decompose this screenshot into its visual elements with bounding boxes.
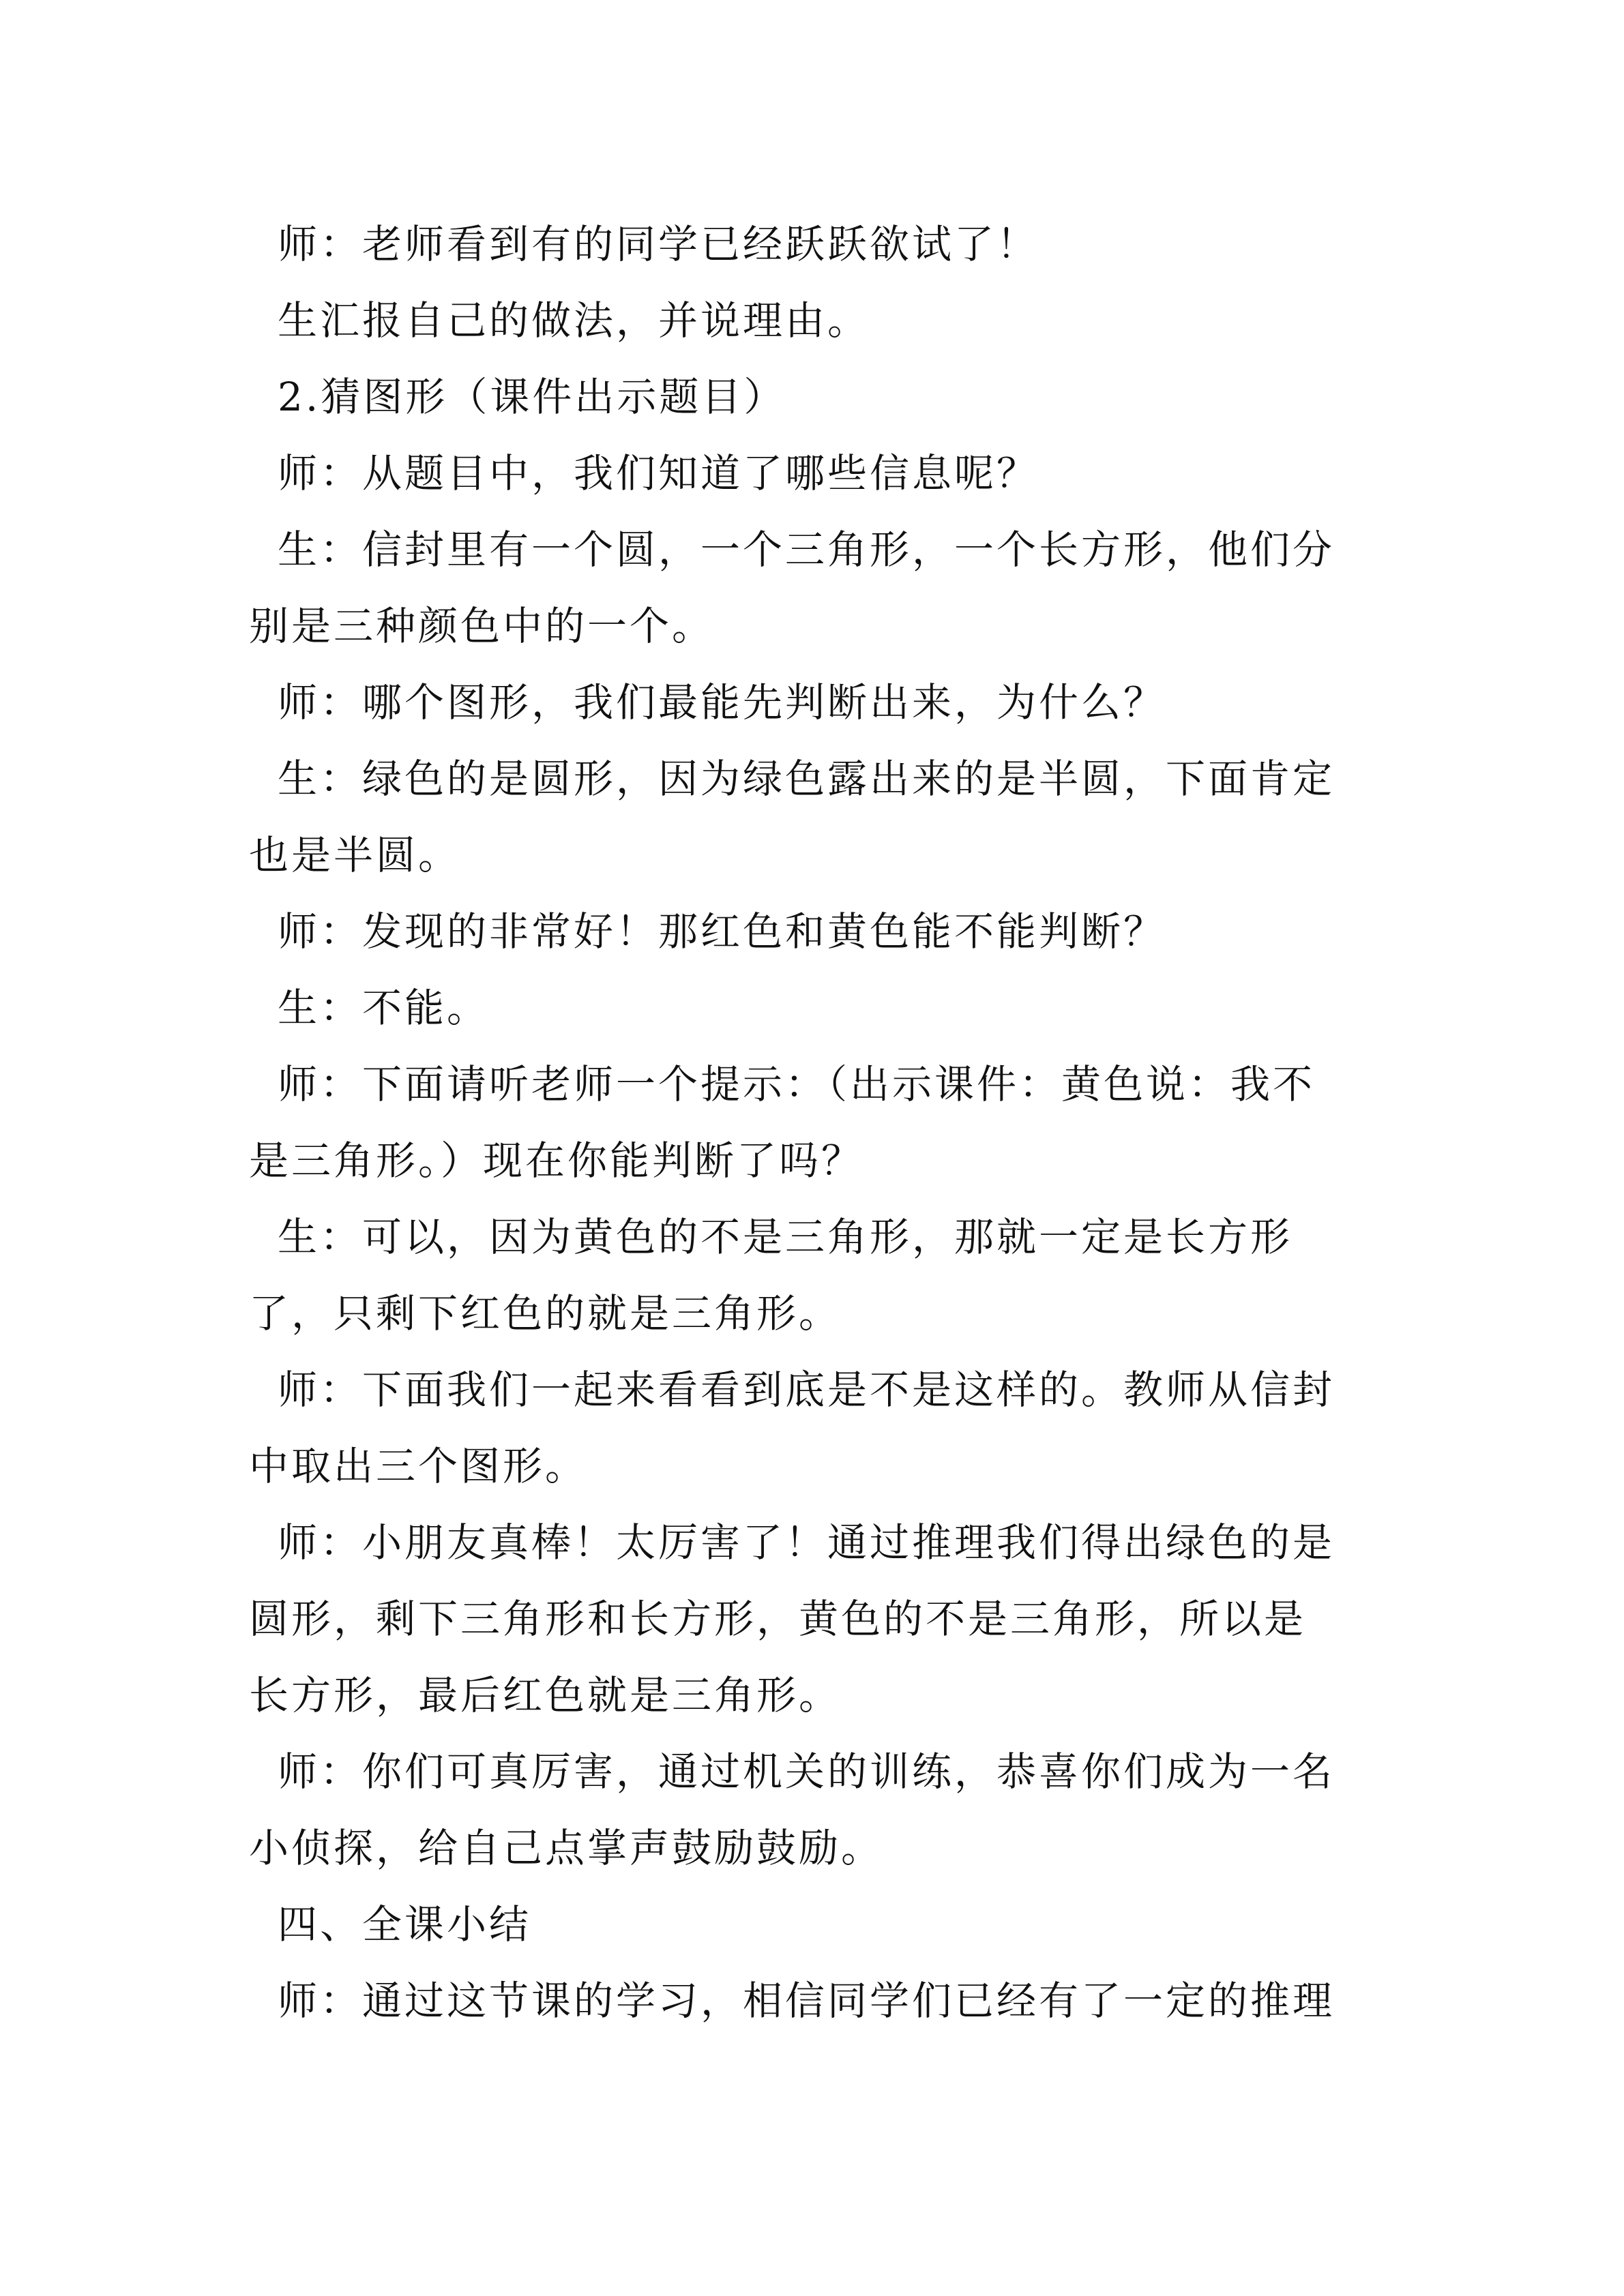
paragraph-line: 圆形，剩下三角形和长方形，黄色的不是三角形，所以是 [249,1596,1307,1642]
paragraph-line: 中取出三个图形。 [249,1443,588,1489]
paragraph-line: 师：下面请听老师一个提示：（出示课件：黄色说：我不 [278,1061,1316,1107]
paragraph-line: 师：你们可真厉害，通过机关的训练，恭喜你们成为一名 [278,1748,1335,1795]
paragraph-line: 师：老师看到有的同学已经跃跃欲试了！ [278,221,1039,267]
paragraph-line: 了，只剩下红色的就是三角形。 [249,1290,842,1337]
paragraph-line: 别是三种颜色中的一个。 [249,603,715,649]
paragraph-line: 也是半圆。 [249,832,461,878]
document-body [249,217,1374,2050]
paragraph-line: 师：小朋友真棒！太厉害了！通过推理我们得出绿色的是 [278,1519,1335,1566]
section-heading: 四、全课小结 [278,1901,532,1948]
paragraph-line: 师：发现的非常好！那红色和黄色能不能判断？ [278,908,1166,955]
paragraph-line: 生：可以，因为黄色的不是三角形，那就一定是长方形 [278,1214,1293,1260]
paragraph-line: 师：下面我们一起来看看到底是不是这样的。教师从信封 [278,1367,1335,1413]
paragraph-line: 是三角形。）现在你能判断了吗？ [249,1137,864,1184]
paragraph-line: 小侦探，给自己点掌声鼓励鼓励。 [249,1825,884,1871]
paragraph-line: 生：绿色的是圆形，因为绿色露出来的是半圆，下面肯定 [278,756,1335,802]
paragraph-line: 师：哪个图形，我们最能先判断出来，为什么？ [278,679,1166,726]
paragraph-line: 生汇报自己的做法，并说理由。 [278,297,870,344]
paragraph-line: 师：通过这节课的学习，相信同学们已经有了一定的推理 [278,1978,1335,2024]
paragraph-line: 师：从题目中，我们知道了哪些信息呢？ [278,450,1039,496]
paragraph-line: 2.猜图形（课件出示题目） [278,374,786,420]
paragraph-line: 生：不能。 [278,985,490,1031]
paragraph-line: 长方形，最后红色就是三角形。 [249,1672,842,1718]
paragraph-line: 生：信封里有一个圆，一个三角形，一个长方形，他们分 [278,526,1335,573]
